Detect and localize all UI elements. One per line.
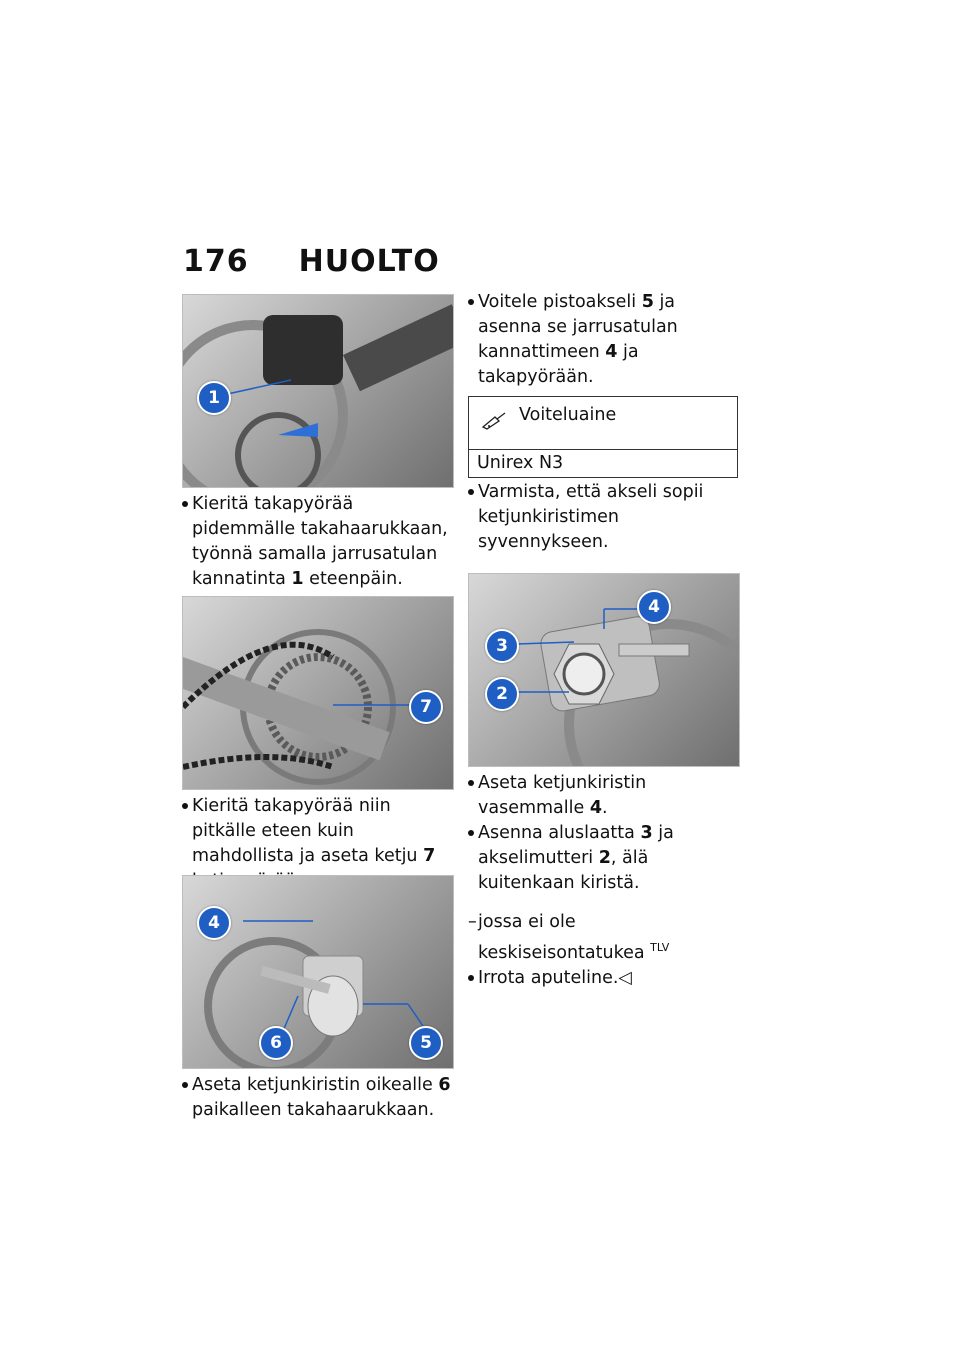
left-column-3 <box>182 875 452 1123</box>
step-text: ja asenna se jarrusatulan kannattimeen <box>478 292 678 362</box>
page-number: 176 <box>183 244 249 279</box>
callout-3: 3 <box>485 629 519 663</box>
oil-can-icon <box>481 411 507 438</box>
step-text: ja takapyörään. <box>478 342 639 387</box>
right-column <box>468 290 738 991</box>
instruction-step: Varmista, että akseli sopii ketjunkiristimen syvennykseen. <box>468 480 738 555</box>
step-text: Asenna aluslaatta <box>478 823 641 843</box>
condition-code: TLV <box>650 941 670 954</box>
step-text: Irrota aputeline. <box>478 967 619 988</box>
figure-brake-caliper <box>182 294 454 488</box>
step-text: eteenpäin. <box>303 569 403 589</box>
callout-4: 4 <box>637 590 671 624</box>
instruction-step <box>468 290 738 390</box>
step-text: Voitele pistoakseli <box>478 292 642 312</box>
left-column <box>182 294 452 592</box>
figure-chain-tensioner-right <box>182 875 454 1069</box>
step-text: paikalleen takahaarukkaan. <box>192 1100 435 1120</box>
lubricant-table <box>468 396 738 478</box>
callout-2: 2 <box>485 677 519 711</box>
end-mark-icon: ◁ <box>618 967 632 988</box>
step-text: Kieritä takapyörää niin pitkälle eteen kuin mahdollista ja aseta ketju <box>192 796 424 866</box>
instruction-step <box>468 821 738 896</box>
step-ref: 5 <box>641 292 654 312</box>
callout-6: 6 <box>259 1026 293 1060</box>
step-text: Aseta ketjunkiristin vasemmalle <box>478 773 647 818</box>
step-ref: 7 <box>423 846 436 866</box>
step-text: . <box>602 798 608 818</box>
condition-note <box>468 910 738 966</box>
instruction-step <box>182 1073 452 1123</box>
step-ref: 3 <box>640 823 653 843</box>
figure-chain <box>182 596 454 790</box>
step-ref: 4 <box>605 342 618 362</box>
step-ref: 1 <box>291 569 304 589</box>
lubricant-label: Voiteluaine <box>519 405 617 425</box>
figure-chain-tensioner-left <box>468 573 740 767</box>
instruction-step <box>468 771 738 821</box>
section-title: HUOLTO <box>298 244 440 279</box>
left-column-2 <box>182 596 452 894</box>
step-ref: 6 <box>438 1075 451 1095</box>
condition-text: jossa ei ole keskiseisontatukea <box>478 912 645 963</box>
step-ref: 4 <box>589 798 603 818</box>
lubricant-value: Unirex N3 <box>477 453 564 473</box>
callout-1: 1 <box>197 381 231 415</box>
lubricant-header <box>469 397 737 450</box>
chain-illustration <box>183 597 453 789</box>
step-text: Aseta ketjunkiristin oikealle <box>192 1075 439 1095</box>
instruction-step <box>468 966 738 991</box>
callout-7: 7 <box>409 690 443 724</box>
instruction-step <box>182 492 452 592</box>
page-header <box>183 244 440 284</box>
step-ref: 2 <box>598 848 611 868</box>
step-text: , älä kuitenkaan kiristä. <box>478 848 649 893</box>
callout-5: 5 <box>409 1026 443 1060</box>
tensioner-left-illustration <box>469 574 739 766</box>
step-text: ja akselimutteri <box>478 823 674 868</box>
callout-4: 4 <box>197 906 231 940</box>
step-text: Kieritä takapyörää pidemmälle takahaarukkaan, työnnä samalla jarrusatulan kannatinta <box>192 494 448 589</box>
